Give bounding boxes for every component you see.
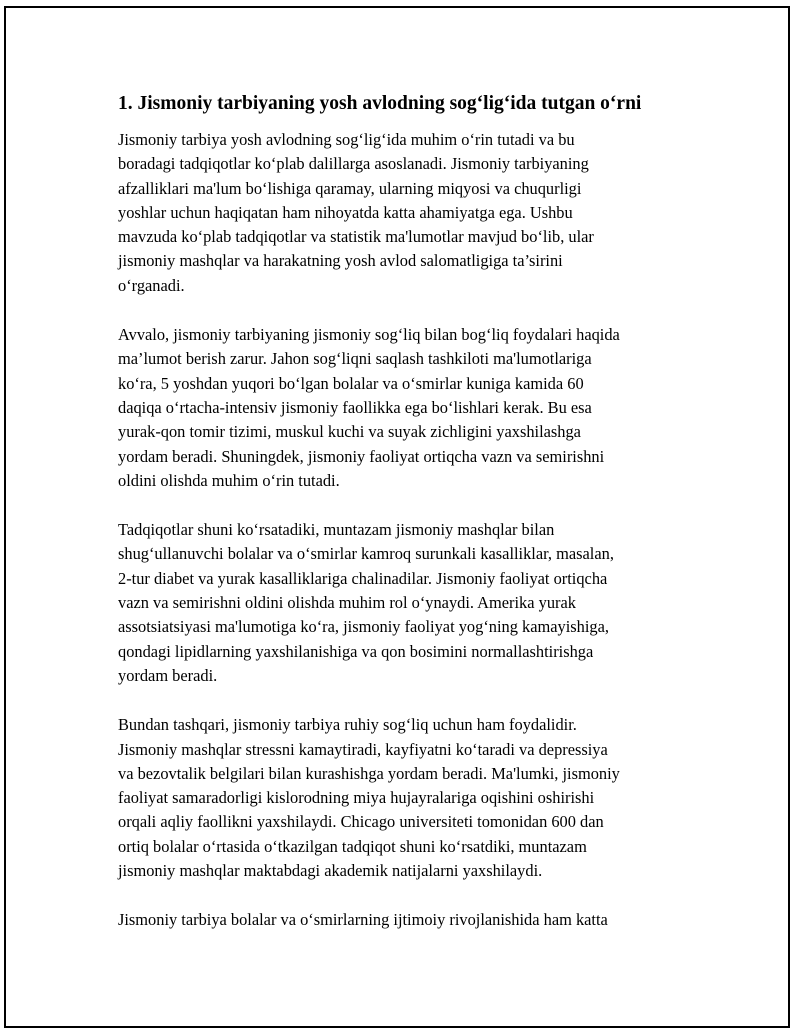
document-body (114, 91, 696, 958)
paragraph-4: Bundan tashqari, jismoniy tarbiya ruhiy sog‘liq uchun ham foydalidir. Jismoniy mashqlar stressni kamaytiradi, kayfiyatni ko‘taradi va depressiya va bezovtalik belgilari bilan kurashishga yordam beradi. Ma'lumki, jismoniy faoliyat samaradorligi kislorodning miya hujayralariga oqishini oshirishi orqali aqliy faollikni yaxshilaydi. Chicago universiteti tomonidan 600 dan ortiq bolalar o‘rtasida o‘tkazilgan tadqiqot shuni ko‘rsatdiki, muntazam jismoniy mashqlar maktabdagi akademik natijalarni yaxshilaydi. (118, 715, 620, 881)
paragraph-3: Tadqiqotlar shuni ko‘rsatadiki, muntazam jismoniy mashqlar bilan shug‘ullanuvchi bolalar va o‘smirlar kamroq surunkali kasalliklar, masalan, 2-tur diabet va yurak kasalliklariga chalinadilar. Jismoniy faoliyat ortiqcha vazn va semirishni oldini olishda muhim rol o‘ynaydi. Amerika yurak assotsiatsiyasi ma'lumotiga ko‘ra, jismoniy faoliyat yog‘ning kamayishiga, qondagi lipidlarning yaxshilanishiga va qon bosimini normallashtirishga yordam beradi. (118, 520, 614, 685)
paragraph-5: Jismoniy tarbiya bolalar va o‘smirlarning ijtimoiy rivojlanishida ham katta (118, 910, 608, 930)
paragraph-2: Avvalo, jismoniy tarbiyaning jismoniy sog‘liq bilan bog‘liq foydalari haqida ma’lumot berish zarur. Jahon sog‘liqni saqlash tashkiloti ma'lumotlariga ko‘ra, 5 yoshdan yuqori bo‘lgan bolalar va o‘smirlar kuniga kamida 60 daqiqa o‘rtacha-intensiv jismoniy faollikka ega bo‘lishlari kerak. Bu esa yurak-qon tomir tizimi, muskul kuchi va suyak zichligini yaxshilashga yordam beradi. Shuningdek, jismoniy faoliyat ortiqcha vazn va semirishni oldini olishda muhim o‘rin tutadi. (118, 325, 620, 490)
section-heading: 1. Jismoniy tarbiyaning yosh avlodning sog‘lig‘ida tutgan o‘rni (118, 93, 642, 114)
paragraph-1: Jismoniy tarbiya yosh avlodning sog‘lig‘ida muhim o‘rin tutadi va bu boradagi tadqiqotlar ko‘plab dalillarga asoslanadi. Jismoniy tarbiyaning afzalliklari ma'lum bo‘lishiga qaramay, ularning miqyosi va chuqurligi yoshlar uchun haqiqatan ham nihoyatda katta ahamiyatga ega. Ushbu mavzuda ko‘plab tadqiqotlar va statistik ma'lumotlar mavjud bo‘lib, ular jismoniy mashqlar va harakatning yosh avlod salomatligiga ta’sirini o‘rganadi. (118, 130, 594, 295)
